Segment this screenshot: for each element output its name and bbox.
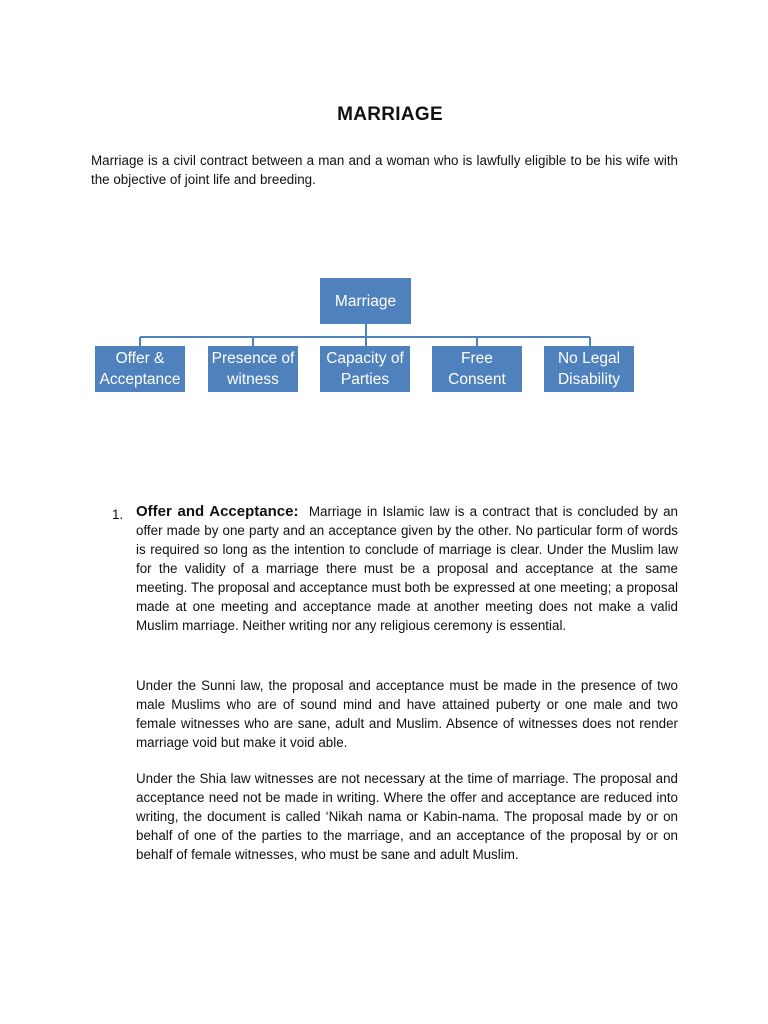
diagram-node-capacity-of-parties: Capacity of Parties: [320, 346, 410, 392]
section-paragraph-1-text: Marriage in Islamic law is a contract that is concluded by an offer made by one party and an acceptance given by the other. No particular form of words is required so long as the intention to conclude of marriage is clear. Under the Muslim law for the validity of a marriage there must be a proposal and acceptance at the same meeting. The proposal and acceptance must both be expressed at one meeting; a proposal made at one meeting and acceptance made at another meeting does not make a valid Muslim marriage. Neither writing nor any religious ceremony is essential.: [136, 504, 678, 633]
intro-paragraph: Marriage is a civil contract between a man and a woman who is lawfully eligible to be his wife with the objective of joint life and breeding.: [91, 153, 678, 187]
section-paragraph-3: Under the Shia law witnesses are not necessary at the time of marriage. The proposal and acceptance need not be made in writing. Where the offer and acceptance are reduced into writing, the document is called ‘Nikah nama or Kabin-nama. The proposal made by or on behalf of one of the parties to the marriage, and an acceptance of the proposal by or on behalf of female witnesses, who must be sane and adult Muslim.: [136, 771, 678, 862]
section-paragraph-2: Under the Sunni law, the proposal and acceptance must be made in the presence of two male Muslims who are of sound mind and have attained puberty or one male and two female witnesses who are sane, adult and Muslim. Absence of witnesses does not render marriage void but make it void able.: [136, 678, 678, 750]
diagram-node-offer-acceptance: Offer & Acceptance: [95, 346, 185, 392]
section-heading: Offer and Acceptance:: [136, 503, 299, 520]
diagram-root-marriage: Marriage: [320, 278, 411, 324]
diagram-node-free-consent: Free Consent: [432, 346, 522, 392]
page-title: MARRIAGE: [337, 104, 443, 125]
list-number: 1.: [112, 507, 124, 522]
diagram-node-no-legal-disability: No Legal Disability: [544, 346, 634, 392]
diagram-node-presence-of-witness: Presence of witness: [208, 346, 298, 392]
section-paragraph-1: [136, 502, 678, 635]
